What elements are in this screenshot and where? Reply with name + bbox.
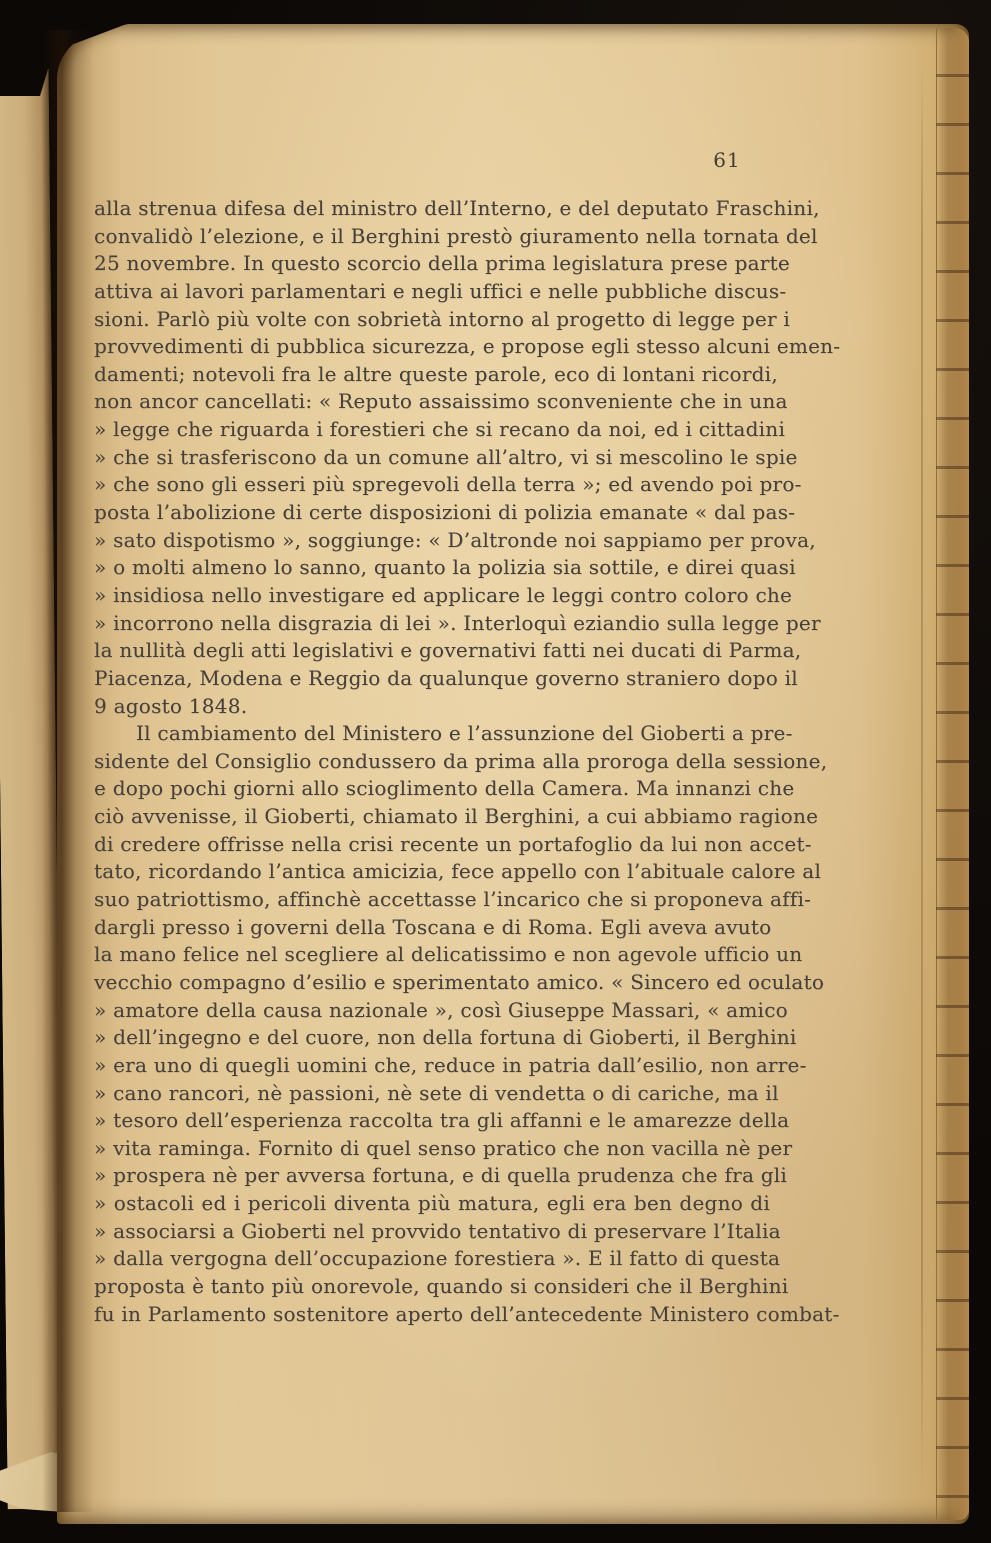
text-line: » incorrono nella disgrazia di lei ». Interloquì eziandio sulla legge per [94,610,821,635]
text-line: attiva ai lavori parlamentari e negli uffici e nelle pubbliche discus- [94,278,787,303]
text-line: vecchio compagno d’esilio e sperimentato amico. « Sincero ed oculato [94,969,825,994]
text-line: » ostacoli ed i pericoli diventa più matura, egli era ben degno di [94,1191,770,1216]
text-line: damenti; notevoli fra le altre queste parole, eco di lontani ricordi, [94,361,778,386]
text-line: 9 agosto 1848. [94,693,248,718]
text-line: » cano rancori, nè passioni, nè sete di vendetta o di cariche, ma il [94,1080,779,1105]
text-line: la nullità degli atti legislativi e governativi fatti nei ducati di Parma, [94,638,802,663]
text-line: sidente del Consiglio condussero da prima alla proroga della sessione, [94,748,828,773]
text-line: alla strenua difesa del ministro dell’Interno, e del deputato Fraschini, [94,196,820,220]
book-page [57,24,969,1524]
text-line: » amatore della causa nazionale », così Giuseppe Massari, « amico [94,997,788,1022]
text-line: Piacenza, Modena e Reggio da qualunque governo straniero dopo il [94,665,798,690]
text-line: convalidò l’elezione, e il Berghini prestò giuramento nella tornata del [94,223,818,248]
text-line: suo patriottismo, affinchè accettasse l’incarico che si proponeva affi- [94,887,812,912]
previous-page-edge [0,44,64,1510]
page-edge-crease [921,64,923,1494]
text-line: tato, ricordando l’antica amicizia, fece appello con l’abituale calore al [94,859,822,884]
text-line: e dopo pochi giorni allo scioglimento della Camera. Ma innanzi che [94,776,795,801]
text-line: » insidiosa nello investigare ed applicare le leggi contro coloro che [94,582,793,607]
text-line: la mano felice nel scegliere al delicatissimo e non agevole ufficio un [94,942,803,967]
page-number: 61 [713,148,741,172]
text-line: sioni. Parlò più volte con sobrietà intorno al progetto di legge per i [94,306,791,331]
text-line: » che sono gli esseri più spregevoli della terra »; ed avendo poi pro- [94,472,802,497]
text-block [94,195,841,1328]
text-line: » era uno di quegli uomini che, reduce in patria dall’esilio, non arre- [94,1052,807,1077]
text-line: » sato dispotismo », soggiunge: « D’altronde noi sappiamo per prova, [94,527,816,552]
text-line: 25 novembre. In questo scorcio della prima legislatura prese parte [94,251,790,276]
text-line: » che si trasferiscono da un comune all’altro, vi si mescolino le spie [94,444,798,469]
text-line: Il cambiamento del Ministero e l’assunzione del Gioberti a pre- [136,721,793,746]
text-line: » dell’ingegno e del cuore, non della fortuna di Gioberti, il Berghini [94,1025,797,1050]
text-line: di credere offrisse nella crisi recente un portafoglio da lui non accet- [94,831,812,856]
text-line: » vita raminga. Fornito di quel senso pratico che non vacilla nè per [94,1135,793,1160]
text-line: fu in Parlamento sostenitore aperto dell’antecedente Ministero combat- [94,1301,840,1326]
text-line: » o molti almeno lo sanno, quanto la polizia sia sottile, e direi quasi [94,555,796,580]
text-line: » legge che riguarda i forestieri che si recano da noi, ed i cittadini [94,417,786,442]
text-line: » prospera nè per avversa fortuna, e di quella prudenza che fra gli [94,1163,788,1188]
text-line: non ancor cancellati: « Reputo assaissimo sconveniente che in una [94,389,788,414]
text-line: provvedimenti di pubblica sicurezza, e propose egli stesso alcuni emen- [94,334,841,359]
text-line: proposta è tanto più onorevole, quando si consideri che il Berghini [94,1273,789,1298]
text-line: ciò avvenisse, il Gioberti, chiamato il Berghini, a cui abbiamo ragione [94,804,819,829]
fore-edge-page-stack [936,28,969,1520]
text-line: » tesoro dell’esperienza raccolta tra gli affanni e le amarezze della [94,1108,790,1133]
text-line: posta l’abolizione di certe disposizioni di polizia emanate « dal pas- [94,500,796,525]
text-line: dargli presso i governi della Toscana e di Roma. Egli aveva avuto [94,914,772,939]
text-line: » dalla vergogna dell’occupazione forestiera ». E il fatto di questa [94,1246,781,1271]
text-line: » associarsi a Gioberti nel provvido tentativo di preservare l’Italia [94,1218,781,1243]
